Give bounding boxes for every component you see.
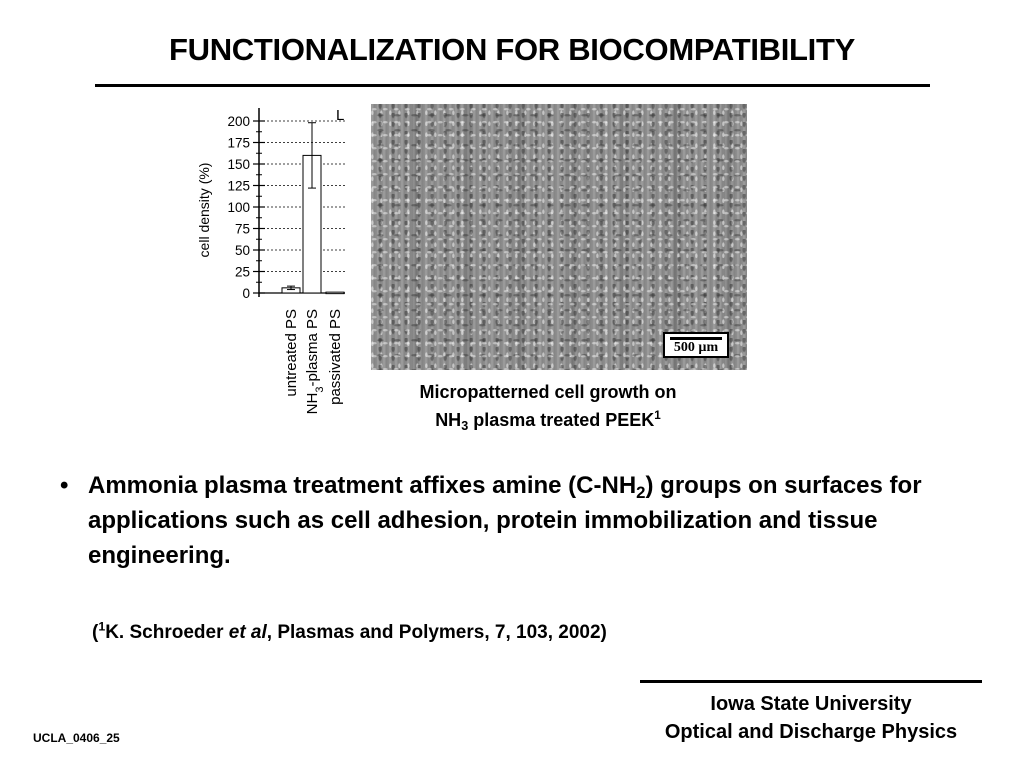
chart-category-label: untreated PS <box>283 309 300 397</box>
chart-tick-label: 50 <box>234 243 250 258</box>
bullet-point <box>60 468 940 573</box>
reference-citation: ($^1$K. Schroeder et al, Plasmas and Polymers, 7, 103, 2002) <box>92 619 607 643</box>
scale-bar-label: 500 µm <box>673 340 719 355</box>
chart-tick-label: 100 <box>227 200 250 215</box>
slide-title: FUNCTIONALIZATION FOR BIOCOMPATIBILITY <box>168 32 856 67</box>
micrograph-caption <box>368 378 728 434</box>
cell-density-bar-chart <box>195 100 360 445</box>
chart-panel-label: L <box>336 107 345 124</box>
bullet-text: Ammonia plasma treatment affixes amine $(C-NH_2)$ groups on surfaces for applications such as cell adhesion, protein immobilization and tissue engineering. <box>88 472 922 569</box>
title-underline <box>95 84 930 87</box>
chart-tick-label: 25 <box>234 264 250 280</box>
footer-affiliation <box>640 690 982 746</box>
chart-y-axis-label: cell density (%) <box>196 162 212 258</box>
chart-category-label: $NH_3$-plasma PS <box>304 309 326 415</box>
chart-bar <box>326 292 344 294</box>
chart-category-label: passivated PS <box>327 309 344 405</box>
footer-rule <box>640 680 982 683</box>
chart-tick-label: 150 <box>227 157 250 172</box>
slide-id: UCLA_0406_25 <box>33 731 120 745</box>
chart-tick-label: 175 <box>227 135 250 151</box>
footer-university: Iowa State University <box>710 693 912 715</box>
caption-line-2: $NH_3$ plasma treated PEEK$^1$ <box>435 408 661 433</box>
chart-tick-label: 0 <box>242 286 250 301</box>
bullet-dot-icon: • <box>60 472 69 499</box>
chart-tick-label: 200 <box>227 114 250 129</box>
footer-group: Optical and Discharge Physics <box>664 721 958 743</box>
caption-line-1: Micropatterned cell growth on <box>419 382 677 402</box>
scale-bar-box <box>663 332 729 358</box>
micropatterned-cell-micrograph <box>371 104 747 370</box>
chart-tick-label: 125 <box>227 178 250 194</box>
chart-tick-label: 75 <box>234 221 250 237</box>
